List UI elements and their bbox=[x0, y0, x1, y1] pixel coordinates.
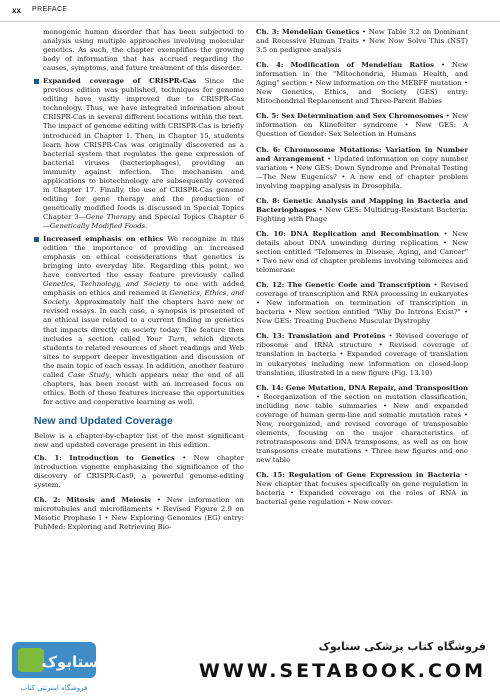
bullet-italic: Genetically Modified Foods bbox=[49, 221, 146, 230]
chapter-text: • New GES: Multidrug-Resistant Bacteria: Fighting with Phage bbox=[256, 205, 468, 223]
chapter-title: Ch. 6: Chromosome Mutations: Variation in Number and Arrangement bbox=[256, 145, 468, 163]
bullet-italic: Your Turn bbox=[146, 334, 185, 343]
chapter-entry bbox=[256, 281, 468, 326]
right-column bbox=[256, 28, 468, 513]
chapter-text: • Revised coverage of transcription and RNA processing in eukaryotes • New information on termination of transcription in bacteria • New section entitled "Why Do Introns Exist?" • New GES: Treating Duchene Muscular Dystrophy bbox=[256, 281, 468, 326]
bullet-text: . Approximately half the chapters have new or revised essays. In each case, a synopsis is presented of an ethical issue related to a current finding in genetics that impacts directly on society today. The feature then includes a section called bbox=[43, 298, 244, 343]
intro-paragraph: monogenic human disorder that has been subjected to analysis using multiple approaches involving molecular genetics. As such, the chapter exemplifies the growing body of information that has accrued regarding the causes, symptoms, and future treatment of this disorder. bbox=[43, 28, 244, 73]
chapter-entry bbox=[256, 146, 468, 191]
chapter-text: • New information on microtubules and microfilaments • Revised Figure 2.9 on Meiotic Prophase I • New Exploring Genomics (EG) entry: PubMed: Exploring and Retrieving Bio- bbox=[34, 496, 244, 532]
bullet-italic: Gene Therapy bbox=[85, 212, 136, 221]
bullet-lead: Increased emphasis on ethics bbox=[43, 235, 164, 244]
chapter-entry bbox=[34, 496, 244, 532]
bullet-text: Since the previous edition was published, techniques for genome editing have vastly improved due to CRISPR-Cas technology. Thus, we have integrated information about CRISPR-Cas in several different locations within the text. The impact of genome editing with CRISPR-Cas is briefly introduced in Chapter 1. Then, in Chapter 15, students learn how CRISPR-Cas was originally discovered as a bacterial system that regulates the gene expression of bacterial viruses (bacteriophages), providing an immunity against infection. The mechanism and applications to biotechnology are subsequently covered in Chapter 17. Finally, the use of CRISPR-Cas genome editing for gene therapy and the production of genetically modified foods is discussed in Special Topics Chapter 3— bbox=[43, 77, 244, 221]
chapter-text: • Reorganization of the section on mutation classification, including new table summaries • New and expanded coverage of human germ-line and somatic mutation rates • New, reorganized, and revised coverage of transposable elements, focusing on the major characteristics of retrotransposons and DNA transposons, as well as on how transposons create mutations • Three new figures and one new table bbox=[256, 392, 468, 464]
bullet-italic: Case Study bbox=[67, 370, 110, 379]
chapter-entry bbox=[256, 112, 468, 139]
chapter-title: Ch. 1: Introduction to Genetics bbox=[34, 454, 175, 463]
bullet-lead: Expanded coverage of CRISPR-Cas bbox=[43, 77, 197, 86]
chapter-text: • New information on Klinefelter syndrome • New GES: A Question of Gender: Sex Selection in Humans bbox=[256, 112, 469, 139]
chapter-entry bbox=[256, 471, 468, 507]
bullet-text: We recognize in this edition the importance of providing an increased emphasis on ethical considerations that genetics is bringing into everyday life. Regarding this point, we have converted the essay feature previously called bbox=[43, 235, 245, 280]
chapter-entry bbox=[256, 332, 468, 377]
chapter-text: • New chapter introduction vignette emphasizing the significance of the discovery of CRISPR-Cas9, a powerful genome-editing system. bbox=[34, 454, 244, 490]
chapter-title: Ch. 5: Sex Determination and Sex Chromosomes bbox=[256, 112, 444, 121]
logo-text: ستابوک bbox=[41, 653, 99, 671]
chapter-text: • New details about DNA unwinding during replication • New section entitled "Telomeres in Disease, Aging, and Cancer" • Two new end of chapter problems involving telomeres and telomerase bbox=[256, 229, 468, 275]
chapter-title: Ch. 2: Mitosis and Meiosis bbox=[34, 496, 151, 505]
chapter-text: • New chapter that focuses specifically on gene regulation in bacteria • Expanded coverage on the roles of RNA in bacterial gene regulation • New cover- bbox=[256, 471, 468, 507]
chapter-title: Ch. 13: Translation and Proteins bbox=[256, 332, 386, 341]
watermark-url: WWW.SETABOOK.COM bbox=[198, 660, 486, 682]
chapter-title: Ch. 4: Modification of Mendelian Ratios bbox=[256, 61, 434, 70]
chapter-text: • New Table 3.2 on Dominant and Recessive Human Traits • New Now Solve This (NST) 3.5 on pedigree analysis bbox=[256, 28, 468, 55]
setabook-logo-icon bbox=[8, 634, 100, 696]
chapter-entry bbox=[256, 197, 468, 224]
chapter-entry bbox=[256, 230, 468, 275]
chapter-title: Ch. 8: Genetic Analysis and Mapping in Bacteria and Bacteriophages bbox=[256, 196, 468, 214]
bullet-italic: Genetics, Technology, and Society bbox=[43, 280, 170, 289]
bullet-text: and Special Topics Chapter 6— bbox=[43, 212, 244, 230]
chapter-entry bbox=[34, 454, 244, 490]
bullet-text: to one with added emphasis on ethics and renamed it bbox=[43, 280, 244, 298]
chapter-title: Ch. 10: DNA Replication and Recombination bbox=[256, 229, 440, 238]
bullet-crispr bbox=[34, 77, 244, 231]
chapter-entry bbox=[256, 384, 468, 465]
bullet-text: , which appears near the end of all chapters, has been recast with an increased focus on ethics. Both of these features increase the opportunities for active and cooperative learning as well. bbox=[43, 370, 244, 406]
chapter-title: Ch. 14: Gene Mutation, DNA Repair, and Transposition bbox=[256, 383, 468, 392]
watermark-persian: فروشگاه کتاب پزشکی ستابوک bbox=[318, 640, 486, 653]
left-column bbox=[34, 28, 244, 538]
bullet-square-icon bbox=[34, 79, 39, 84]
page-number: xx bbox=[12, 6, 21, 15]
section-intro: Below is a chapter-by-chapter list of the most significant new and updated coverage present in this edition. bbox=[34, 431, 244, 450]
bullet-ethics bbox=[34, 235, 244, 407]
chapter-title: Ch. 15: Regulation of Gene Expression in Bacteria bbox=[256, 471, 461, 480]
bullet-square-icon bbox=[34, 237, 39, 242]
chapter-text: • Revised coverage of ribosome and tRNA structure • Revised coverage of translation in bacteria • Expanded coverage of translation in eukaryotes including new information on closed-loop translation, illustrated in a new figure (Fig. 13.10) bbox=[256, 332, 468, 377]
chapter-title: Ch. 3: Mendelian Genetics bbox=[256, 28, 360, 36]
logo-subtext: فروشگاه اینترنتی کتاب bbox=[20, 684, 88, 692]
chapter-text: • Updated information on copy number variation • New GES: Down Syndrome and Prenatal Testing—The New Eugenics? • A new end of chapter problem involving mapping analysis in Drosophila. bbox=[256, 154, 468, 190]
bullet-text: . bbox=[145, 221, 148, 230]
bullet-italic: Genetics, Ethics, and Society bbox=[43, 289, 244, 307]
section-heading: New and Updated Coverage bbox=[34, 414, 173, 427]
chapter-title: Ch. 12: The Genetic Code and Transcription bbox=[256, 281, 431, 290]
bullet-text: , which directs students to related resources of short readings and Web sites to support deeper investigation and discussion of the main topic of each essay. In addition, another feature called bbox=[43, 334, 245, 379]
chapter-entry bbox=[256, 61, 468, 106]
page-header bbox=[0, 0, 500, 22]
chapter-entry bbox=[256, 28, 468, 55]
running-head: PREFACE bbox=[32, 6, 68, 13]
chapter-text: • New information in the "Mitochondria, Human Health, and Aging" section • New information on the MERFF mutation • New Genetics, Ethics, and Society (GES) entry: Mitochondrial Replacement and Three-Parent Babies bbox=[256, 61, 468, 106]
